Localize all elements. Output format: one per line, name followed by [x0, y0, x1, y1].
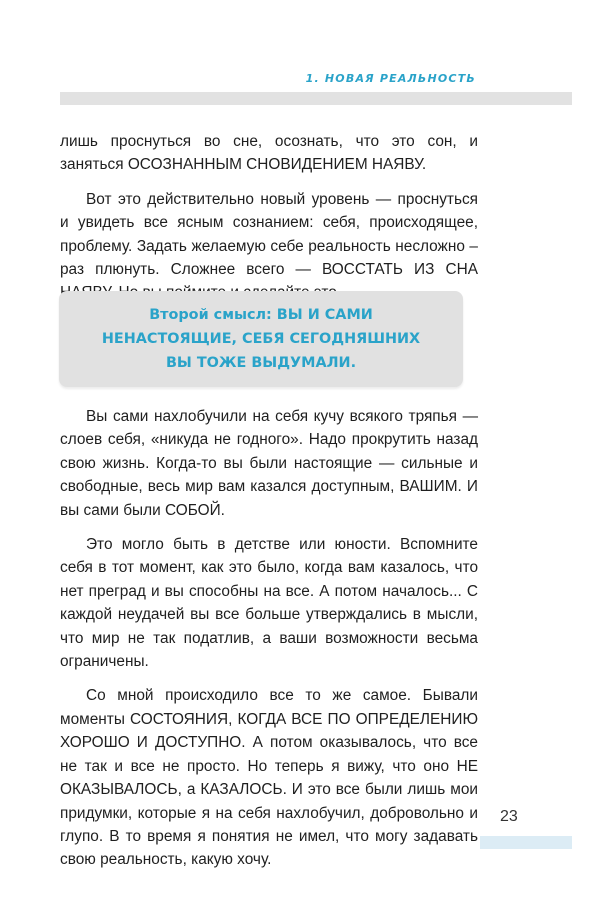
paragraph: Со мной происходило все то же самое. Бывали моменты СОСТОЯНИЯ, КОГДА ВСЕ ПО ОПРЕДЕЛЕНИЮ ХОРОШО И ДОСТУПНО. А потом оказывалось, что все не так и все не просто. Но теперь я вижу, что оно НЕ ОКАЗЫВАЛОСЬ, а КАЗАЛОСЬ. И это все были лишь мои придумки, которые я на себя нахлобучил, добровольно и глупо. В то время я понятия не имел, что могу задавать свою реальность, какую хочу. [60, 687, 478, 869]
page-number: 23 [500, 808, 518, 825]
paragraph: Вот это действительно новый уровень — проснуться и увидеть все ясным сознанием: себя, происходящее, проблему. Задать желаемую себе реальность несложно – раз плюнуть. Сложнее всего — ВОССТАТЬ ИЗ СНА [60, 190, 478, 279]
text-block-bottom [60, 405, 478, 883]
chapter-title: 1. НОВАЯ РЕАЛЬНОСТЬ [305, 72, 476, 85]
paragraph: Это могло быть в детстве или юности. Вспомните себя в тот момент, как это было, когда вам казалось, что нет преград и вы способны на все. А потом началось... С каждой неудачей вы все больше утверждались в мысли, что мир не так податлив, а ваши возможности весьма ограничены. [60, 536, 478, 671]
text-block-top [60, 130, 478, 316]
paragraph: лишь проснуться во сне, осознать, что это сон, и заняться ОСОЗНАННЫМ СНОВИДЕНИЕМ НАЯВУ. [60, 133, 478, 174]
header-bar [60, 92, 572, 105]
footer-bar [480, 836, 572, 849]
paragraph: Вы сами нахлобучили на себя кучу всякого тряпья — слоев себя, «никуда не годного». Надо прокрутить назад свою жизнь. Когда-то вы были настоящие — сильные и свободные, весь мир вам казался доступным, ВАШИМ. И вы сами были СОБОЙ. [60, 408, 478, 519]
callout-text: Второй смысл: ВЫ И САМИ НЕНАСТОЯЩИЕ, СЕБЯ СЕГОДНЯШНИХ ВЫ ТОЖЕ ВЫДУМАЛИ. [101, 307, 421, 371]
callout-box [59, 291, 463, 387]
